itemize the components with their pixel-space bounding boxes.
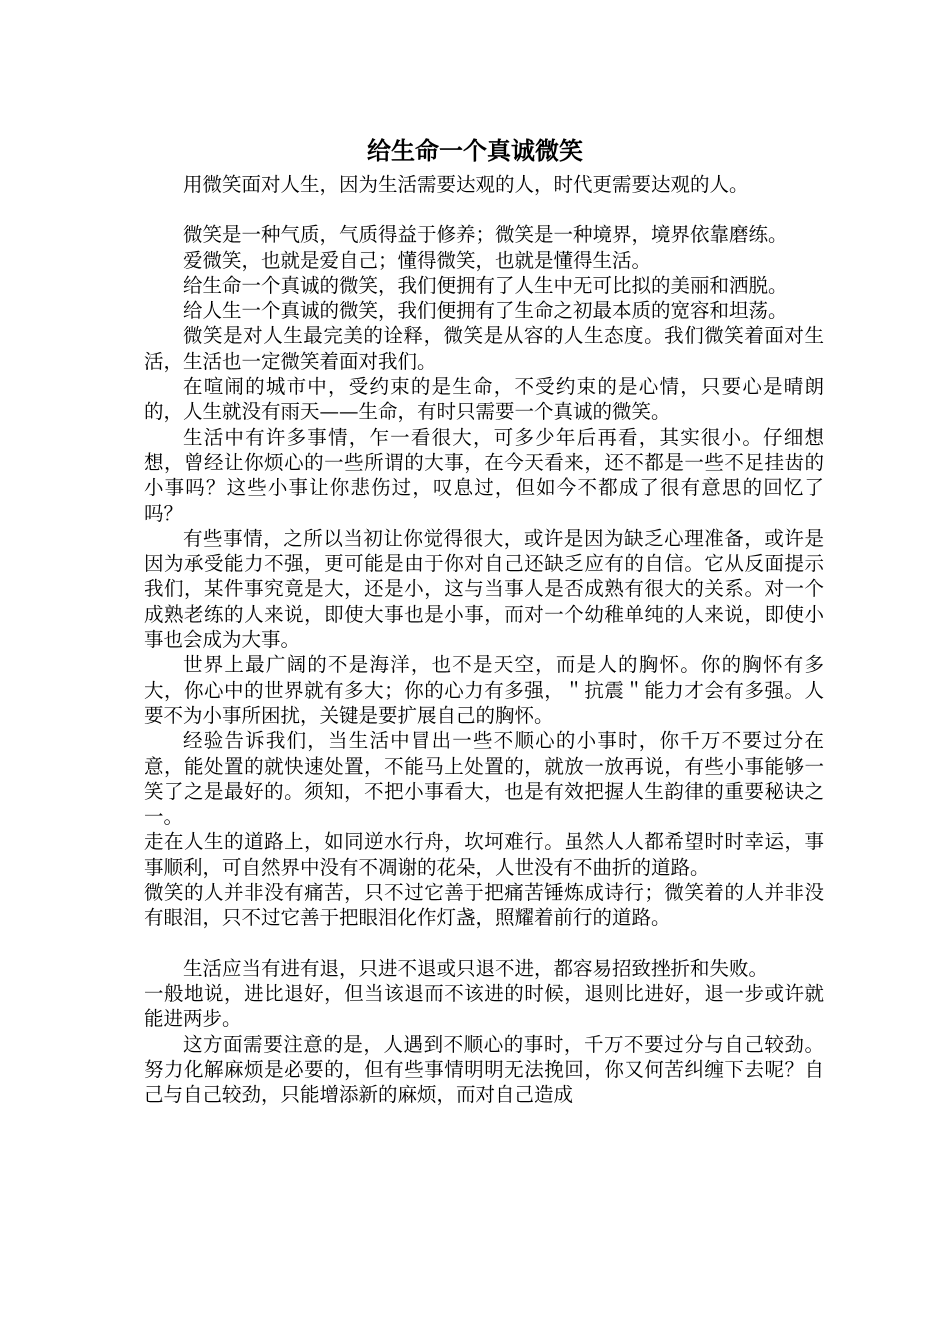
paragraph: 这方面需要注意的是，人遇到不顺心的事时，千万不要过分与自己较劲。努力化解麻烦是必要的，但有些事情明明无法挽回，你又何苦纠缠下去呢？自己与自己较劲，只能增添新的麻烦，而对自己造成 <box>144 1032 824 1107</box>
paragraph: 爱微笑，也就是爱自己；懂得微笑，也就是懂得生活。 <box>183 248 652 272</box>
paragraph: 给人生一个真诚的微笑，我们便拥有了生命之初最本质的宽容和坦荡。 <box>183 299 788 323</box>
paragraph: 一般地说，进比退好，但当该退而不该进的时候，退则比进好，退一步或许就能进两步。 <box>144 981 824 1031</box>
document-title: 给生命一个真诚微笑 <box>367 136 583 165</box>
paragraph: 微笑的人并非没有痛苦，只不过它善于把痛苦锤炼成诗行；微笑着的人并非没有眼泪，只不过它善于把眼泪化作灯盏，照耀着前行的道路。 <box>144 881 824 930</box>
paragraph: 生活应当有进有退，只进不退或只退不进，都容易招致挫折和失败。 <box>183 956 769 980</box>
paragraph: 给生命一个真诚的微笑，我们便拥有了人生中无可比拟的美丽和洒脱。 <box>183 273 788 297</box>
paragraph: 在喧闹的城市中，受约束的是生命，不受约束的是心情，只要心是晴朗的，人生就没有雨天——生命，有时只需要一个真诚的微笑。 <box>144 375 824 424</box>
paragraph: 用微笑面对人生，因为生活需要达观的人，时代更需要达观的人。 <box>183 173 749 196</box>
paragraph: 微笑是对人生最完美的诠释，微笑是从容的人生态度。我们微笑着面对生活，生活也一定微笑着面对我们。 <box>144 324 824 373</box>
document-body <box>144 172 824 1107</box>
paragraph: 微笑是一种气质，气质得益于修养；微笑是一种境界，境界依靠磨练。 <box>183 223 788 247</box>
paragraph: 生活中有许多事情，乍一看很大，可多少年后再看，其实很小。仔细想想，曾经让你烦心的一些所谓的大事，在今天看来，还不都是一些不足挂齿的小事吗？这些小事让你悲伤过，叹息过，但如今不都成了很有意思的回忆了吗？ <box>144 425 824 525</box>
paragraph: 经验告诉我们，当生活中冒出一些不顺心的小事时，你千万不要过分在意，能处置的就快速处置，不能马上处置的，就放一放再说，有些小事能够一笑了之是最好的。须知，不把小事看大，也是有效把握人生韵律的重要秘诀之一。 <box>144 729 824 829</box>
paragraph: 世界上最广阔的不是海洋，也不是天空，而是人的胸怀。你的胸怀有多大，你心中的世界就有多大；你的心力有多强，＂抗震＂能力才会有多强。人要不为小事所困扰，关键是要扩展自己的胸怀。 <box>144 653 824 727</box>
paragraph: 有些事情，之所以当初让你觉得很大，或许是因为缺乏心理准备，或许是因为承受能力不强，更可能是由于你对自己还缺乏应有的自信。它从反面提示我们，某件事究竟是大，还是小，这与当事人是否成熟有很大的关系。对一个成熟老练的人来说，即使大事也是小事，而对一个幼稚单纯的人来说，即使小事也会成为大事。 <box>144 526 824 652</box>
paragraph: 走在人生的道路上，如同逆水行舟，坎坷难行。虽然人人都希望时时幸运，事事顺利，可自然界中没有不凋谢的花朵，人世没有不曲折的道路。 <box>144 830 824 879</box>
